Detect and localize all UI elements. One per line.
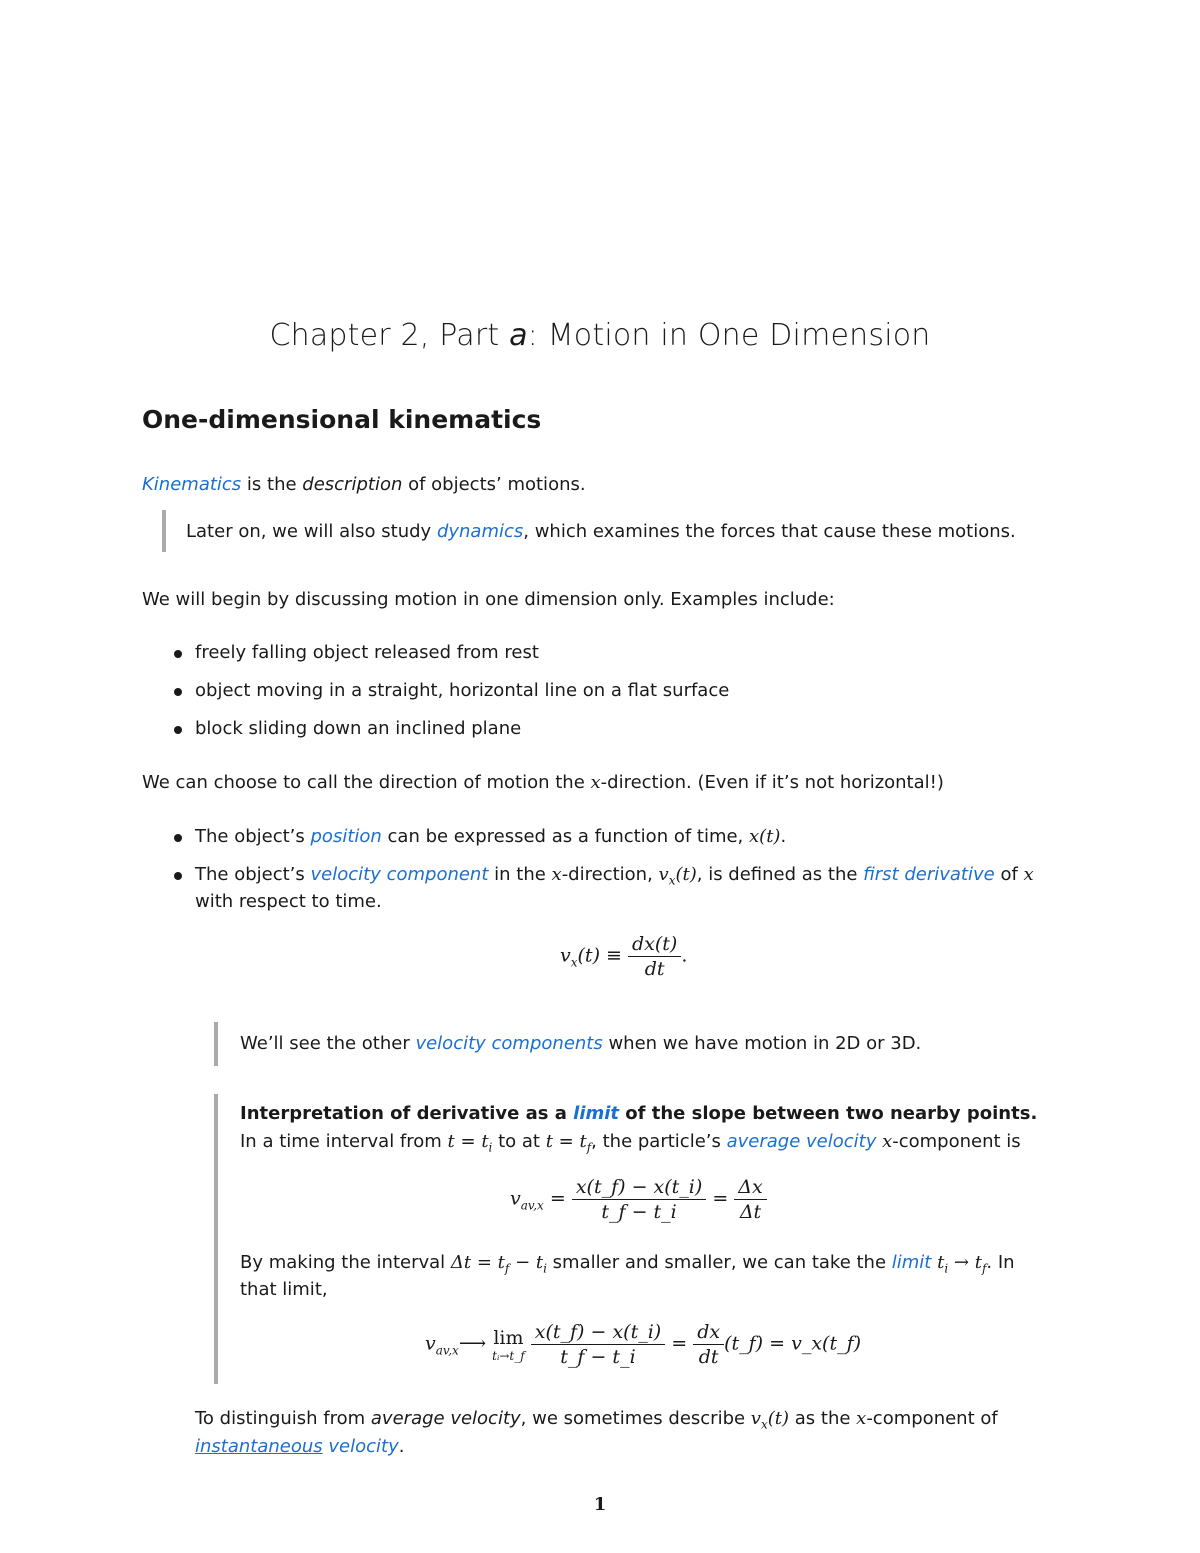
eq1-lhs: (t) ≡ xyxy=(577,944,622,967)
bullet-icon xyxy=(174,650,182,658)
bullet-icon xyxy=(174,726,182,734)
eq3-derivative-fraction xyxy=(693,1320,724,1369)
math-sub-x: x xyxy=(760,1417,768,1432)
distinguish-text-a: To distinguish from xyxy=(195,1408,371,1429)
math-v: v xyxy=(750,1408,761,1429)
example-item-3: block sliding down an inclined plane xyxy=(195,718,522,739)
eq1-sub: x xyxy=(570,955,578,970)
eq3-lim-word: lim xyxy=(493,1326,524,1349)
interp-text-c: -component is xyxy=(892,1131,1021,1152)
interval-sentence xyxy=(240,1131,1021,1155)
title-suffix: : Motion in One Dimension xyxy=(527,318,931,353)
eq3-dx: dx xyxy=(693,1320,724,1345)
velocity-item-line2: with respect to time. xyxy=(195,891,382,912)
intro-paragraph xyxy=(142,474,586,495)
limit-link[interactable]: limit xyxy=(573,1103,620,1124)
dynamics-note xyxy=(186,521,1016,542)
math-of-t: (t) xyxy=(675,864,697,885)
velocity-text-d: , is defined as the xyxy=(696,864,864,885)
distinguish-paragraph xyxy=(195,1408,998,1432)
math-sub-x: x xyxy=(668,873,676,888)
eq2-delta-fraction xyxy=(734,1175,766,1224)
math-x: x xyxy=(590,772,601,793)
title-prefix: Chapter 2, Part xyxy=(269,318,510,353)
eq1-period: . xyxy=(681,944,688,967)
eq3-denominator: t_f − t_i xyxy=(560,1346,636,1368)
intro-text-b: of objects’ motions. xyxy=(402,474,586,495)
velocity-component-link[interactable]: velocity component xyxy=(310,864,489,885)
direction-paragraph xyxy=(142,772,944,793)
eq3-rhs: (t_f) = v_x(t_f) xyxy=(724,1332,862,1355)
limit-text-d: . In xyxy=(986,1252,1015,1273)
velocity-text-b: in the xyxy=(488,864,552,885)
math-sub-f: f xyxy=(504,1261,510,1276)
velocity-text-a: The object’s xyxy=(195,864,311,885)
eq3-lim-sub: tᵢ→t_f xyxy=(492,1348,525,1363)
note1-text-a: Later on, we will also study xyxy=(186,521,437,542)
velocity-text-e: of xyxy=(994,864,1024,885)
interp-equals: = xyxy=(454,1131,482,1152)
eq1-denominator: dt xyxy=(644,958,665,980)
math-sub-i: i xyxy=(944,1261,949,1276)
intro-text-a: is the xyxy=(241,474,303,495)
eq2-numerator: x(t_f) − x(t_i) xyxy=(572,1175,706,1200)
average-velocity-emphasis: average velocity xyxy=(370,1408,521,1429)
first-derivative-link[interactable]: first derivative xyxy=(863,864,995,885)
math-arrow-t: → t xyxy=(948,1252,982,1273)
math-sub-i: i xyxy=(488,1140,493,1155)
note-bar xyxy=(162,510,166,552)
interp-text-a: In a time interval from xyxy=(240,1131,448,1152)
eq2-v: v xyxy=(510,1187,521,1210)
velocity-definition-equation xyxy=(560,932,687,981)
math-x: x xyxy=(856,1408,867,1429)
interp-text-mid: to at xyxy=(492,1131,546,1152)
eq2-denominator: t_f − t_i xyxy=(601,1201,677,1223)
math-t: t xyxy=(579,1131,587,1152)
average-velocity-link[interactable]: average velocity xyxy=(726,1131,877,1152)
velocity-components-link[interactable]: velocity components xyxy=(415,1033,603,1054)
math-t: t xyxy=(931,1252,945,1273)
limit-text-b: smaller and smaller, we can take the xyxy=(546,1252,892,1273)
title-part-letter: a xyxy=(509,318,528,353)
velocity-item xyxy=(195,864,1034,888)
eq3-sub: av,x xyxy=(435,1343,459,1358)
distinguish-period: . xyxy=(398,1436,405,1457)
eq2-delta-x: Δx xyxy=(734,1175,766,1200)
math-x: x xyxy=(876,1131,893,1152)
interp-head-a: Interpretation of derivative as a xyxy=(240,1103,574,1124)
example-item-2: object moving in a straight, horizontal line on a flat surface xyxy=(195,680,730,701)
eq3-numerator: x(t_f) − x(t_i) xyxy=(531,1320,665,1345)
note1-text-b: , which examines the forces that cause these motions. xyxy=(523,521,1016,542)
math-x: x xyxy=(1023,864,1034,885)
math-v: v xyxy=(658,864,669,885)
eq3-fraction xyxy=(531,1320,665,1369)
eq2-delta-t: Δt xyxy=(739,1201,762,1223)
eq3-arrow: ⟶ xyxy=(458,1332,487,1355)
limit-sentence xyxy=(240,1252,1015,1276)
note-bar xyxy=(214,1022,218,1066)
math-x-of-t: x(t) xyxy=(749,826,781,847)
eq3-dt: dt xyxy=(698,1346,719,1368)
distinguish-text-b: , we sometimes describe xyxy=(520,1408,751,1429)
section-heading: One-dimensional kinematics xyxy=(142,405,542,434)
position-text-c: . xyxy=(780,826,787,847)
kinematics-link[interactable]: Kinematics xyxy=(142,474,242,495)
example-item-1: freely falling object released from rest xyxy=(195,642,539,663)
bullet-icon xyxy=(174,872,182,880)
bullet-icon xyxy=(174,688,182,696)
choose-text-a: We can choose to call the direction of motion the xyxy=(142,772,591,793)
eq1-numerator: dx(t) xyxy=(628,932,681,957)
velocity-text-c: -direction, xyxy=(561,864,659,885)
eq3-lim xyxy=(492,1327,525,1363)
math-minus-t: − t xyxy=(509,1252,544,1273)
description-emphasis: description xyxy=(302,474,403,495)
page-number: 1 xyxy=(593,1494,607,1515)
math-delta-t: Δt = t xyxy=(450,1252,505,1273)
eq2-sub: av,x xyxy=(520,1198,544,1213)
note2-text-b: when we have motion in 2D or 3D. xyxy=(602,1033,922,1054)
note2-text-a: We’ll see the other xyxy=(240,1033,416,1054)
begin-paragraph: We will begin by discussing motion in one dimension only. Examples include: xyxy=(142,589,835,610)
math-t: t xyxy=(447,1131,455,1152)
position-text-b: can be expressed as a function of time, xyxy=(381,826,750,847)
position-link[interactable]: position xyxy=(310,826,382,847)
interp-head-b: of the slope between two nearby points. xyxy=(619,1103,1038,1124)
math-t: t xyxy=(481,1131,489,1152)
math-of-t: (t) xyxy=(767,1408,790,1429)
bullet-icon xyxy=(174,834,182,842)
limit-link-2[interactable]: limit xyxy=(891,1252,932,1273)
limit-text-a: By making the interval xyxy=(240,1252,451,1273)
instantaneous-limit-equation: $v_{av,x}⟶$ lim tᵢ→t_f $\frac{x(t\_f) - x(t\_i)}{t\_f - t\_i}$ = $\frac{dx}{dt}$ (t_f) = v_x(t_f) xyxy=(425,1321,862,1368)
velocity-link[interactable]: velocity xyxy=(322,1436,399,1457)
note-bar xyxy=(214,1094,218,1384)
position-item xyxy=(195,826,786,847)
distinguish-text-d: -component of xyxy=(866,1408,998,1429)
eq2-fraction xyxy=(572,1175,706,1224)
eq1-v: v xyxy=(560,944,571,967)
interp-text-b: , the particle’s xyxy=(591,1131,727,1152)
dynamics-link[interactable]: dynamics xyxy=(436,521,524,542)
velocity-components-note xyxy=(240,1033,921,1054)
chapter-title xyxy=(0,318,1200,353)
average-velocity-equation: $v_{av,x}$ = $\frac{x(t\_f) - x(t\_i)}{t\_f - t\_i}$ = $\frac{\Delta x}{\Delta t}$ xyxy=(510,1175,767,1224)
math-t: t xyxy=(545,1131,553,1152)
distinguish-text-c: as the xyxy=(789,1408,857,1429)
eq1-fraction xyxy=(628,932,681,981)
math-sub-f: f xyxy=(586,1140,592,1155)
interp-equals: = xyxy=(552,1131,580,1152)
math-sub-f: f xyxy=(981,1261,987,1276)
instantaneous-link[interactable]: instantaneous xyxy=(195,1436,323,1457)
choose-text-b: -direction. (Even if it’s not horizontal!) xyxy=(600,772,944,793)
interpretation-heading xyxy=(240,1103,1037,1124)
limit-sentence-line2: that limit, xyxy=(240,1279,328,1300)
math-sub-i: i xyxy=(543,1261,547,1276)
eq3-v: v xyxy=(425,1332,436,1355)
distinguish-line2 xyxy=(195,1436,404,1457)
math-x: x xyxy=(551,864,562,885)
position-text-a: The object’s xyxy=(195,826,311,847)
